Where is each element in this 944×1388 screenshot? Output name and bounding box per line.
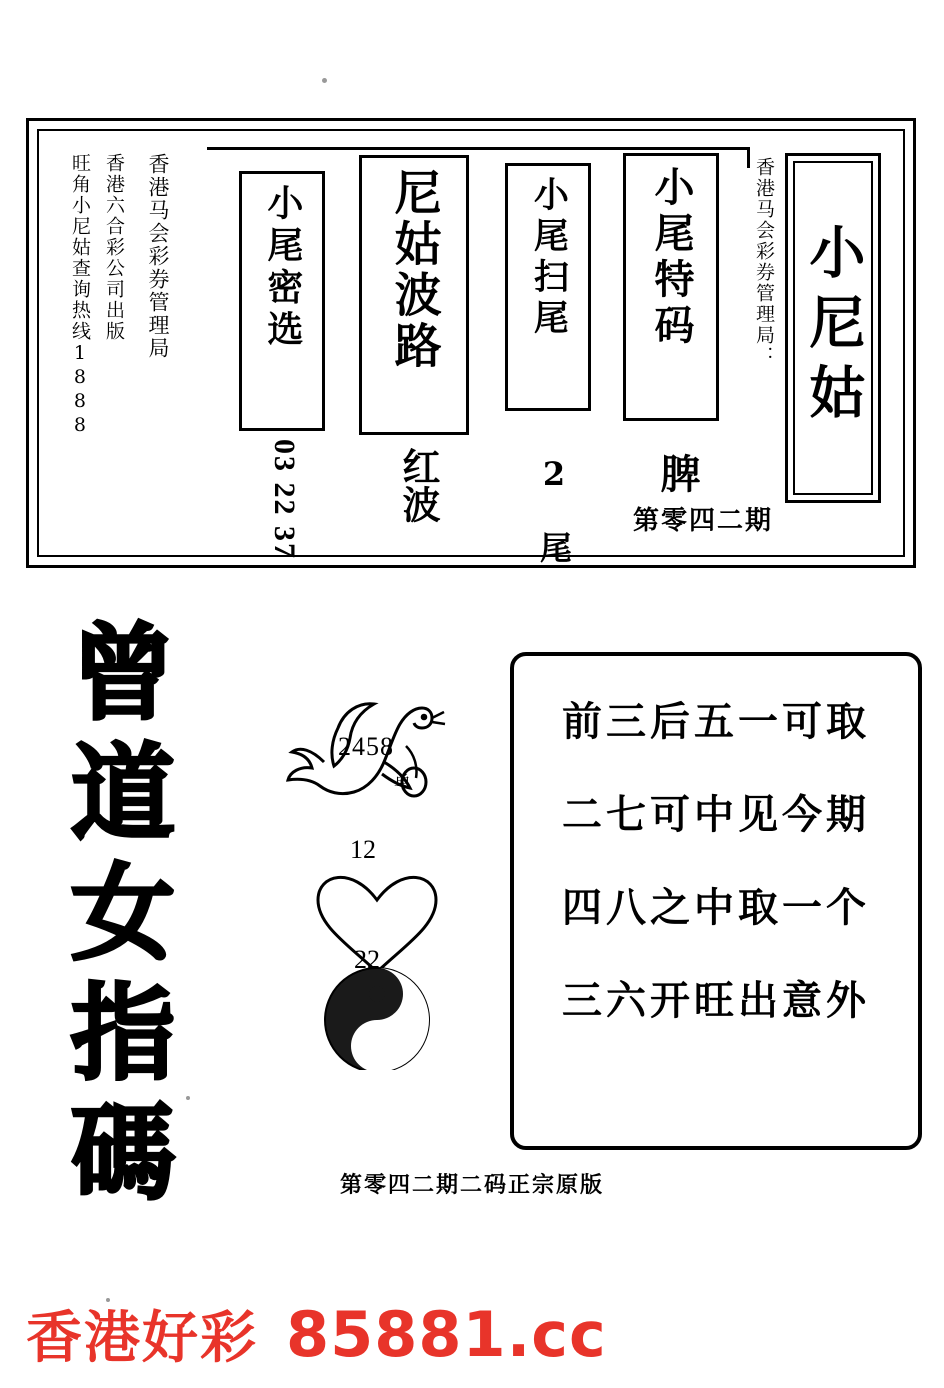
publisher-text: 香港六合彩公司出版 xyxy=(102,153,125,342)
entry-tema-label: 小尾特码 xyxy=(648,166,695,350)
heart-number: 12 xyxy=(350,835,376,864)
phrase-line: 前三后五一可取 xyxy=(562,698,870,745)
yinyang-number: 22 xyxy=(354,945,380,974)
phrase-box xyxy=(510,652,922,1150)
entry-weisao xyxy=(505,163,591,563)
entry-miaoxuan-box xyxy=(239,171,325,431)
entry-tema xyxy=(623,153,719,493)
top-info-panel-inner xyxy=(37,129,905,563)
entry-tema-box xyxy=(623,153,719,421)
symbol-column xyxy=(282,650,472,1070)
caption-text: 第零四二期二码正宗原版 xyxy=(339,1172,604,1198)
entry-bolu-box xyxy=(359,155,469,435)
entry-weisao-box xyxy=(505,163,591,411)
entry-bolu-label: 尼姑波路 xyxy=(386,168,442,372)
top-info-panel xyxy=(26,118,916,568)
phrase-list xyxy=(514,690,918,1026)
entry-miaoxuan-value: 03 22 37 xyxy=(268,439,301,560)
footer-banner xyxy=(0,1294,944,1374)
entry-miaoxuan xyxy=(239,171,325,560)
phrase-line: 四八之中取一个 xyxy=(562,884,870,931)
entry-tema-value: 脾 xyxy=(654,453,701,493)
dove-tag: 单 xyxy=(394,773,411,792)
phrase-line: 二七可中见今期 xyxy=(562,791,870,838)
footer-brand: 香港好彩 xyxy=(26,1306,258,1371)
speck xyxy=(322,78,327,83)
dove-number: 2458 xyxy=(338,732,394,761)
main-title-box xyxy=(785,153,881,503)
speck xyxy=(186,1096,190,1100)
entry-bolu-value: 红波 xyxy=(396,447,441,523)
entry-weisao-value: 2 尾 xyxy=(535,455,573,563)
entry-bolu xyxy=(359,155,469,523)
footer-url[interactable]: 85881.cc xyxy=(286,1297,607,1371)
headline-title: 曾道女指碼 xyxy=(53,618,175,1218)
main-title: 小尼姑 xyxy=(800,223,867,433)
organization-label: 香港马会彩券管理局： xyxy=(753,157,775,367)
entry-miaoxuan-label: 小尾密选 xyxy=(261,184,304,352)
issue-label: 第零四二期 xyxy=(632,506,773,536)
entry-weisao-label: 小尾扫尾 xyxy=(528,176,570,340)
authority-text: 香港马会彩券管理局 xyxy=(146,153,171,360)
phrase-line: 三六开旺出意外 xyxy=(562,977,870,1024)
main-title-box-inner xyxy=(793,161,873,495)
hotline-text: 旺角小尼姑查询热线1888 xyxy=(68,153,91,438)
